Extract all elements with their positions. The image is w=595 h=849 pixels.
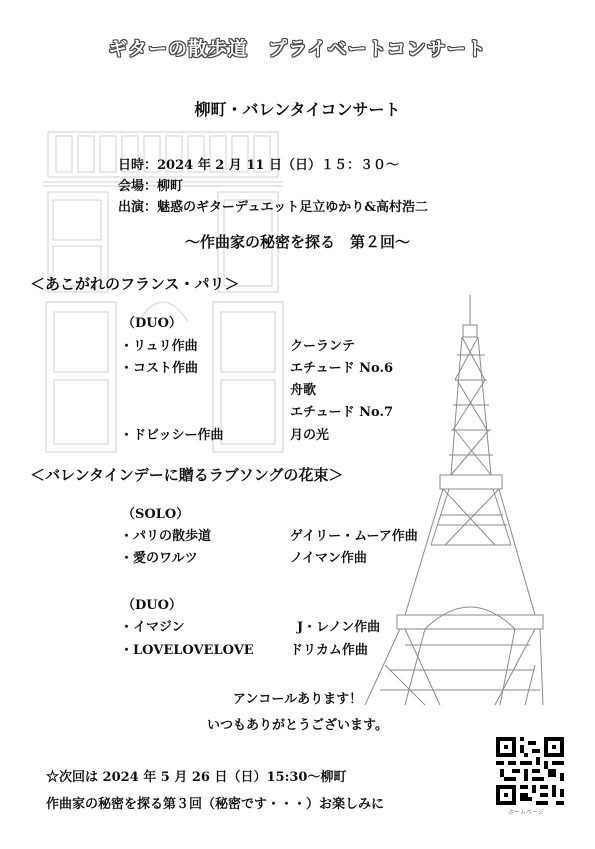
event-date: 日時：2024 年 2 月 11 日（日）１５：３０～	[118, 158, 399, 173]
section1-title: ＜あこがれのフランス・パリ＞	[30, 275, 240, 293]
section1-group-label: （DUO）	[122, 316, 182, 331]
series-title: ～作曲家の秘密を探る 第２回～	[184, 233, 410, 251]
section1-item-right: エチュード No.7	[290, 405, 394, 420]
section1-item-left: ・コスト作曲	[120, 361, 199, 376]
section2-solo-label: （SOLO）	[122, 507, 190, 522]
section1-item-left: ・ドビッシー作曲	[120, 428, 224, 443]
encore-note: アンコールあります！	[232, 692, 363, 707]
section1-item-right: 舟歌	[290, 383, 317, 398]
section1-item-right: 月の光	[290, 428, 330, 443]
section1-item-right: エチュード No.6	[290, 361, 394, 376]
section2-solo-item-left: ・愛のワルツ	[120, 551, 198, 566]
section2-duo-item-right: ドリカム作曲	[290, 643, 368, 658]
section2-solo-item-right: ゲイリー・ムーア作曲	[290, 529, 418, 544]
section1-item-right: クーランテ	[290, 339, 356, 354]
section2-duo-item-left: ・イマジン	[120, 620, 185, 635]
thanks-note: いつもありがとうございます。	[207, 718, 388, 733]
header-title: ギターの散歩道 プライベートコンサート	[108, 38, 487, 60]
section2-title: ＜バレンタインデーに贈るラブソングの花束＞	[30, 466, 344, 484]
event-venue: 会場：柳町	[118, 179, 184, 194]
section1-item-left: ・リュリ作曲	[120, 339, 198, 354]
section2-solo-item-right: ノイマン作曲	[290, 551, 367, 566]
qr-caption: ホームページ	[508, 809, 544, 816]
event-title: 柳町・バレンタイコンサート	[194, 100, 401, 119]
next-concert-note: 作曲家の秘密を探る第３回（秘密です・・・）お楽しみに	[46, 797, 385, 812]
next-concert-date: ☆次回は 2024 年 5 月 26 日（日）15:30～柳町	[46, 770, 347, 785]
qr-code-image[interactable]	[496, 737, 564, 805]
section2-duo-item-left: ・LOVELOVELOVE	[120, 643, 254, 658]
section2-solo-item-left: ・パリの散歩道	[120, 529, 212, 544]
eiffel-tower-sketch-image	[345, 285, 545, 715]
section2-duo-label: （DUO）	[122, 598, 182, 613]
event-performers: 出演：魅惑のギターデュエット足立ゆかり&高村浩二	[118, 200, 428, 215]
section2-duo-item-right: J・レノン作曲	[297, 620, 381, 635]
